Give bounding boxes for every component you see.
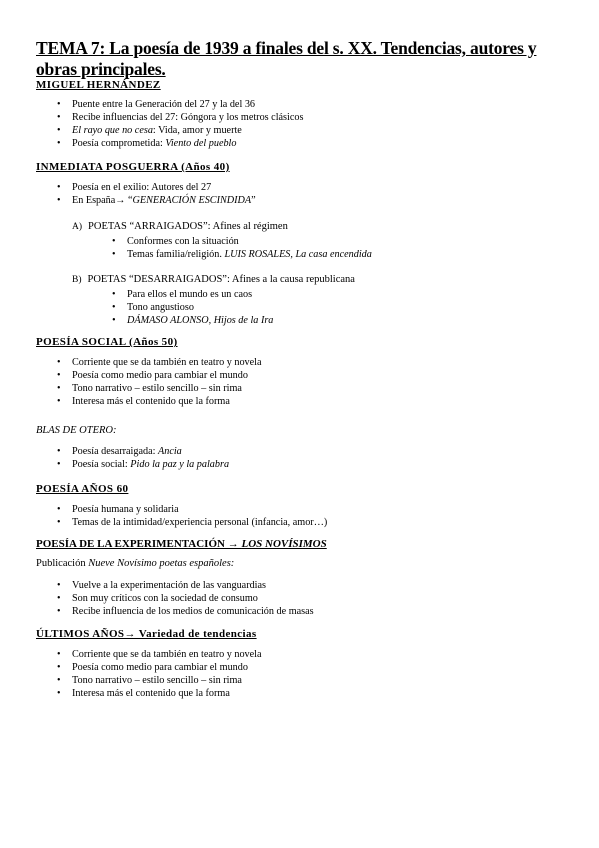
list-item: • El rayo que no cesa: Vida, amor y muerte xyxy=(72,124,303,137)
list-poesia-anos-60 xyxy=(72,503,327,529)
list-item: • Poesía como medio para cambiar el mundo xyxy=(72,661,262,674)
list-item: • Son muy críticos con la sociedad de consumo xyxy=(72,592,314,605)
list-item: • Poesía social: Pido la paz y la palabra xyxy=(72,458,229,471)
list-item: • Vuelve a la experimentación de las vanguardias xyxy=(72,579,314,592)
list-item: • Para ellos el mundo es un caos xyxy=(127,288,273,301)
list-item: • Corriente que se da también en teatro y novela xyxy=(72,648,262,661)
list-item: • Poesía comprometida: Viento del pueblo xyxy=(72,137,303,150)
heading-inmediata-posguerra: INMEDIATA POSGUERRA (Años 40) xyxy=(36,161,230,173)
list-item: • Recibe influencias del 27: Góngora y los metros clásicos xyxy=(72,111,303,124)
list-item: • Poesía como medio para cambiar el mundo xyxy=(72,369,262,382)
work-title: Viento del pueblo xyxy=(165,138,237,149)
list-item: • Tono narrativo – estilo sencillo – sin rima xyxy=(72,382,262,395)
list-item: • Recibe influencia de los medios de comunicación de masas xyxy=(72,605,314,618)
generation-name: GENERACIÓN ESCINDIDA xyxy=(132,195,252,206)
list-miguel-hernandez xyxy=(72,98,303,150)
page-title: TEMA 7: La poesía de 1939 a finales del s. XX. Tendencias, autores y obras principales. xyxy=(36,38,537,79)
list-arraigados xyxy=(127,235,372,261)
list-item: • Puente entre la Generación del 27 y la del 36 xyxy=(72,98,303,111)
list-item: • Interesa más el contenido que la forma xyxy=(72,395,262,408)
list-item: • Temas familia/religión. LUIS ROSALES, La casa encendida xyxy=(127,248,372,261)
list-experimentacion xyxy=(72,579,314,618)
list-item: • Poesía humana y solidaria xyxy=(72,503,327,516)
list-item: • Tono narrativo – estilo sencillo – sin rima xyxy=(72,674,262,687)
list-item: • Conformes con la situación xyxy=(127,235,372,248)
list-blas-de-otero xyxy=(72,445,229,471)
publication-line: Publicación Nueve Novísimo poetas españoles: xyxy=(36,558,235,569)
work-title: El rayo que no cesa xyxy=(72,125,153,136)
heading-miguel-hernandez: MIGUEL HERNÁNDEZ xyxy=(36,79,161,91)
heading-poesia-anos-60: POESÍA AÑOS 60 xyxy=(36,483,129,495)
heading-poesia-social: POESÍA SOCIAL (Años 50) xyxy=(36,336,178,348)
list-item: • Temas de la intimidad/experiencia personal (infancia, amor…) xyxy=(72,516,327,529)
list-item: • Corriente que se da también en teatro y novela xyxy=(72,356,262,369)
list-ultimos-anos xyxy=(72,648,262,700)
list-poesia-social xyxy=(72,356,262,408)
author-blas-de-otero: BLAS DE OTERO: xyxy=(36,425,117,436)
list-item: • Tono angustioso xyxy=(127,301,273,314)
heading-experimentacion: POESÍA DE LA EXPERIMENTACIÓN → LOS NOVÍSIMOS xyxy=(36,538,327,550)
list-item: • Poesía desarraigada: Ancia xyxy=(72,445,229,458)
list-desarraigados xyxy=(127,288,273,327)
list-posguerra xyxy=(72,181,256,207)
list-item: • Interesa más el contenido que la forma xyxy=(72,687,262,700)
list-item: • Poesía en el exilio: Autores del 27 xyxy=(72,181,256,194)
list-item: • DÁMASO ALONSO, Hijos de la Ira xyxy=(127,314,273,327)
subheading-arraigados: A) POETAS “ARRAIGADOS”: Afines al régimen xyxy=(72,221,288,232)
subheading-desarraigados: B) POETAS “DESARRAIGADOS”: Afines a la causa republicana xyxy=(72,274,355,285)
heading-ultimos-anos: ÚLTIMOS AÑOS→ Variedad de tendencias xyxy=(36,628,257,640)
list-item: • En España→ “GENERACIÓN ESCINDIDA” xyxy=(72,194,256,207)
